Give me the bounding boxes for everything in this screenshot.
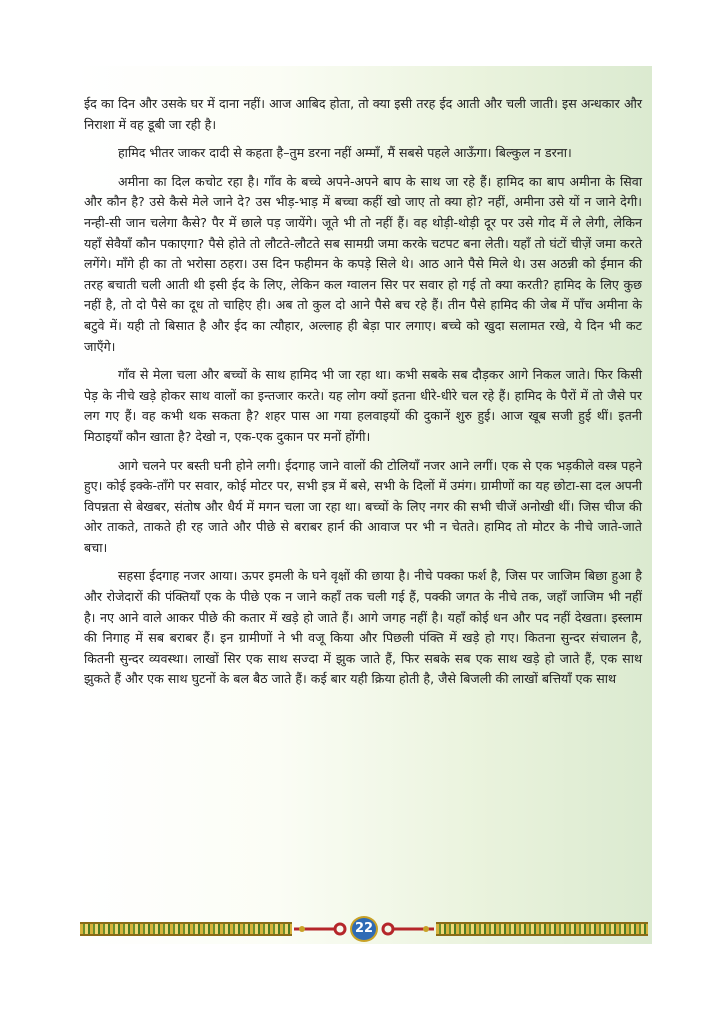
page-footer [76,916,652,942]
paragraph: ईद का दिन और उसके घर में दाना नहीं। आज आबिद होता, तो क्या इसी तरह ईद आती और चली जाती। इस अन्धकार और निराशा में वह डूबी जा रही है। [84,96,642,132]
paragraph: गाँव से मेला चला और बच्चों के साथ हामिद भी जा रहा था। कभी सबके सब दौड़कर आगे निकल जाते। फिर किसी पेड़ के नीचे खड़े होकर साथ वालों का इन्तजार करते। यह लोग क्यों इतना धीरे-धीरे चल रहे हैं। हामिद के पैरों में तो जैसे पर लग गए हैं। वह कभी थक सकता है? शहर पास आ गया हलवाइयों की दुकानें शुरु हुई। आज खूब सजी हुई थीं। इतनी मिठाइयाँ कौन खाता है? देखो न, एक-एक दुकान पर मनों होंगी। [84,367,642,444]
book-page [76,66,652,944]
decorative-border-right [436,922,648,936]
paragraph: हामिद भीतर जाकर दादी से कहता है–तुम डरना नहीं अम्माँ, मैं सबसे पहले आऊँगा। बिल्कुल न डरना। [118,145,572,161]
paragraph: आगे चलने पर बस्ती घनी होने लगी। ईदगाह जाने वालों की टोलियाँ नजर आने लगीं। एक से एक भड़कीले वस्त्र पहने हुए। कोई इक्के-ताँगे पर सवार, कोई मोटर पर, सभी इत्र में बसे, सभी के दिलों में उमंग। ग्रामीणों का यह छोटा-सा दल अपनी विपन्नता से बेखबर, संतोष और धैर्य में मगन चला जा रहा था। बच्चों के लिए नगर की सभी चीजें अनोखी थीं। जिस चीज की ओर ताकते, ताकते ही रह जाते और पीछे से बराबर हार्न की आवाज पर भी न चेतते। हामिद तो मोटर के नीचे जाते-जाते बचा। [84,457,642,555]
decorative-border-left [80,922,292,936]
paragraph: सहसा ईदगाह नजर आया। ऊपर इमली के घने वृक्षों की छाया है। नीचे पक्का फर्श है, जिस पर जाजिम बिछा हुआ है और रोजेदारों की पंक्तियाँ एक के पीछे एक न जाने कहाँ तक चली गई हैं, पक्की जगत के नीचे तक, जहाँ जाजिम भी नहीं है। नए आने वाले आकर पीछे की कतार में खड़े हो जाते हैं। आगे जगह नहीं है। यहाँ कोई धन और पद नहीं देखता। इस्लाम की निगाह में सब बराबर हैं। इन ग्रामीणों ने भी वजू किया और पिछली पंक्ति में खड़े हो गए। कितना सुन्दर संचालन है, कितनी सुन्दर व्यवस्था। लाखों सिर एक साथ सज्दा में झुक जाते हैं, फिर सबके सब एक साथ खड़े हो जाते हैं, एक साथ झुकते हैं और एक साथ घुटनों के बल बैठ जाते हैं। कई बार यही क्रिया होती है, जैसे बिजली की लाखों बत्तियाँ एक साथ [84,568,642,687]
ornament-right-icon [378,921,434,937]
story-text [84,94,642,698]
page-number: 22 [350,916,378,942]
ornament-left-icon [294,921,350,937]
paragraph: अमीना का दिल कचोट रहा है। गाँव के बच्चे अपने-अपने बाप के साथ जा रहे हैं। हामिद का बाप अमीना के सिवा और कौन है? उसे कैसे मेले जाने दे? उस भीड़-भाड़ में बच्चा कहीं खो जाए तो क्या हो? नहीं, अमीना उसे यों न जाने देगी। नन्ही-सी जान चलेगा कैसे? पैर में छाले पड़ जायेंगे। जूते भी तो नहीं हैं। वह थोड़ी-थोड़ी दूर पर उसे गोद में ले लेगी, लेकिन यहाँ सेवैयाँ कौन पकाएगा? पैसे होते तो लौटते-लौटते सब सामग्री जमा करके चटपट बना लेती। यहाँ तो घंटों चीज़ें जमा करते लगेंगे। माँगे ही का तो भरोसा ठहरा। उस दिन फहीमन के कपड़े सिले थे। आठ आने पैसे मिले थे। उस अठन्नी को ईमान की तरह बचाती चली आती थी इसी ईद के लिए, लेकिन कल ग्वालन सिर पर सवार हो गई तो क्या करती? हामिद के लिए कुछ नहीं है, तो दो पैसे का दूध तो चाहिए ही। अब तो कुल दो आने पैसे बच रहे हैं। तीन पैसे हामिद की जेब में पाँच अमीना के बटुवे में। यही तो बिसात है और ईद का त्यौहार, अल्लाह ही बेड़ा पार लगाए। बच्चे को खुदा सलामत रखे, ये दिन भी कट जाएँगे। [84,173,642,354]
